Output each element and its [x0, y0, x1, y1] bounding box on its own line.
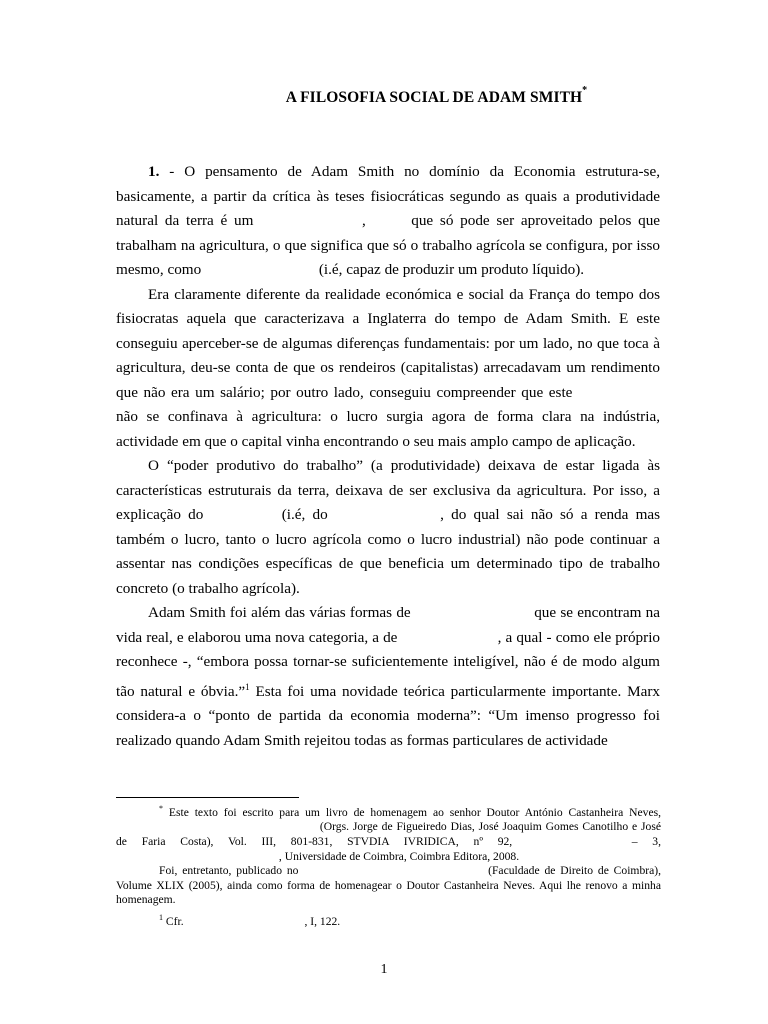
page-number: 1	[380, 962, 388, 977]
paragraph-1-text-b: ,	[361, 212, 366, 229]
footnote-star-text-f: (Faculdade de Direito de Coimbra), Volume XLIX (2005), ainda como forma de homenagear o Doutor Castanheira Neves. Aqui lhe renovo a minha homenagem.	[116, 864, 662, 907]
footnote-star-text-a: Este texto foi escrito para um livro de homenagem ao senhor Doutor António Castanheira Neves,	[163, 805, 661, 819]
title-footnote-mark: *	[582, 85, 588, 96]
footnote-1-mark: 1	[159, 913, 163, 923]
main-text	[116, 160, 660, 753]
footnotes	[116, 802, 661, 929]
paragraph-1	[116, 160, 660, 283]
footnote-star-text-d: , Universidade de Coimbra, Coimbra Editora, 2008.	[278, 849, 520, 863]
document-title	[0, 85, 768, 107]
footnote-star-text-b: (Orgs. Jorge de Figueiredo Dias, José Joaquim Gomes Canotilho e José de Faria Costa), Vol. III, 801-831, STVDIA IVRIDICA, nº 92,	[116, 820, 661, 849]
paragraph-1-text-a: - O pensamento de Adam Smith no domínio da Economia estrutura-se, basicamente, a partir da crítica às teses fisiocráticas segundo as quais a produtividade natural da terra é um	[116, 163, 660, 229]
paragraph-2	[116, 283, 660, 455]
footnote-star-text-e: Foi, entretanto, publicado no	[159, 864, 299, 878]
paragraph-3-text-a: O “poder produtivo do trabalho” (a produtividade) deixava de estar ligada às características estruturais da terra, deixava de ser exclusiva da agricultura. Por isso, a explicação do	[116, 457, 660, 523]
paragraph-4-text-c: , a qual - como ele próprio reconhece -, “embora possa tornar-se suficientemente inteligível, não é de modo algum tão natural e óbvia.”	[116, 628, 661, 700]
footnote-star-continued	[116, 864, 661, 908]
footnote-star-text-c: – 3,	[631, 835, 661, 849]
paragraph-3-text-c: , do qual sai não só a renda mas também o lucro, tanto o lucro agrícola como o lucro industrial) não pode continuar a assentar nas condições específicas de que beneficia um determinado tipo de trabalho concreto (o trabalho agrícola).	[116, 506, 661, 597]
footnote-1-text-a: Cfr.	[163, 914, 184, 928]
paragraph-4-text-d: Esta foi uma novidade teórica particularmente importante. Marx considera-a o “ponto de partida da economia moderna”: “Um imenso progresso foi realizado quando Adam Smith rejeitou todas as formas particulares de actividade	[116, 682, 660, 749]
footnote-1-text-b: , I, 122.	[304, 914, 341, 928]
paragraph-3	[116, 454, 660, 601]
footnote-separator	[116, 797, 299, 798]
footnote-1	[116, 911, 661, 929]
paragraph-4	[116, 601, 660, 753]
paragraph-3-text-b: (i.é, do	[281, 506, 328, 523]
title-text: A FILOSOFIA SOCIAL DE ADAM SMITH	[285, 89, 583, 107]
footnote-star	[116, 802, 661, 864]
footnote-ref-1[interactable]: 1	[245, 681, 250, 692]
paragraph-1-text-c: que só pode ser aproveitado pelos que trabalham na agricultura, o que significa que só o trabalho agrícola se configura, por isso mesmo, como	[116, 212, 661, 278]
paragraph-2-text-a: Era claramente diferente da realidade económica e social da França do tempo dos fisiocratas aquela que caracterizava a Inglaterra do tempo de Adam Smith. E este conseguiu aperceber-se de algumas diferenças fundamentais: por um lado, no que toca à agricultura, deu-se conta de que os rendeiros (capitalistas) arrecadavam um rendimento que não era um salário; por outro lado, conseguiu compreender que este	[116, 285, 660, 401]
paragraph-1-text-d: (i.é, capaz de produzir um produto líquido).	[318, 261, 585, 278]
footnote-star-mark: *	[159, 804, 163, 813]
paragraph-2-text-b: não se confinava à agricultura: o lucro surgia agora de forma clara na indústria, actividade em que o capital vinha encontrando o seu mais amplo campo de aplicação.	[116, 408, 660, 450]
paragraph-4-text-a: Adam Smith foi além das várias formas de	[148, 604, 411, 621]
section-number: 1.	[148, 163, 160, 180]
paragraph-4-text-b: que se encontram na vida real, e elaborou uma nova categoria, a de	[116, 604, 661, 646]
